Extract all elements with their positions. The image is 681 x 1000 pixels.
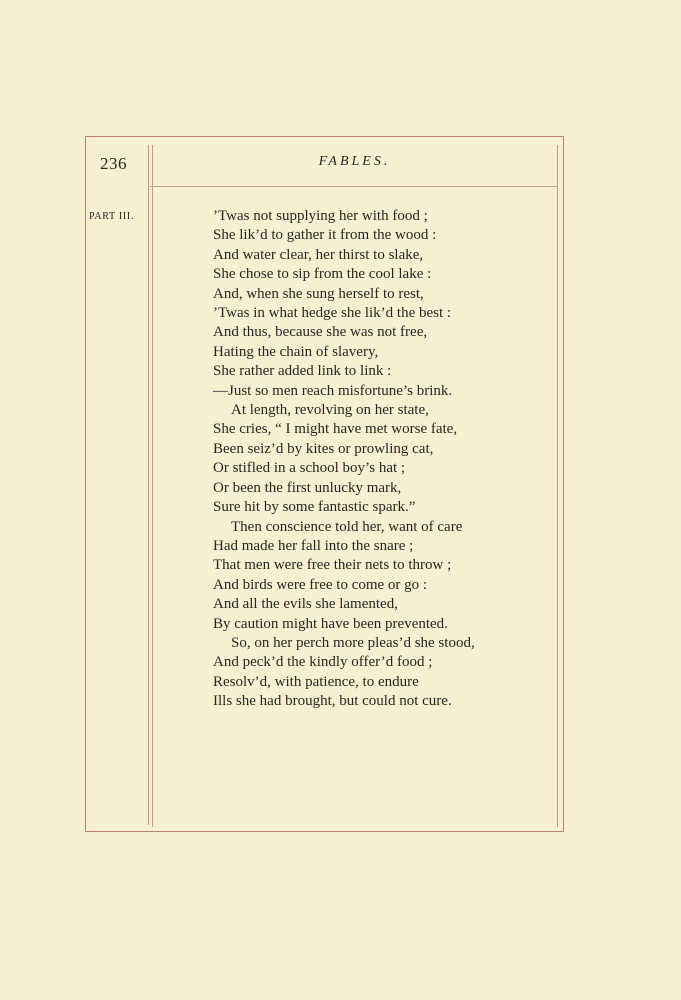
right-rule bbox=[557, 145, 558, 827]
poem-line: She chose to sip from the cool lake : bbox=[213, 266, 432, 283]
poem-line: Then conscience told her, want of care bbox=[231, 518, 463, 535]
poem-line: Sure hit by some fantastic spark.” bbox=[213, 499, 416, 516]
poem-line: And water clear, her thirst to slake, bbox=[213, 246, 424, 263]
poem-line: And all the evils she lamented, bbox=[213, 596, 398, 613]
poem-line: Ills she had brought, but could not cure. bbox=[213, 693, 452, 710]
poem-line: ’Twas not supplying her with food ; bbox=[213, 208, 428, 224]
poem-line: She rather added link to link : bbox=[213, 363, 392, 380]
running-head: FABLES. bbox=[318, 154, 391, 169]
poem-line: And birds were free to come or go : bbox=[213, 576, 428, 593]
poem-line: She lik’d to gather it from the wood : bbox=[213, 227, 437, 244]
poem-line: Or stifled in a school boy’s hat ; bbox=[213, 460, 406, 477]
margin-rule-inner bbox=[152, 145, 153, 827]
poem-line: —Just so men reach misfortune’s brink. bbox=[213, 382, 453, 399]
poem-line: And, when she sung herself to rest, bbox=[213, 285, 424, 302]
margin-rule-outer bbox=[148, 145, 149, 825]
poem-line: That men were free their nets to throw ; bbox=[213, 557, 452, 574]
poem-line: So, on her perch more pleas’d she stood, bbox=[231, 634, 475, 651]
poem-line: Been seiz’d by kites or prowling cat, bbox=[213, 440, 434, 457]
poem-line: And thus, because she was not free, bbox=[213, 324, 428, 341]
page-number: 236 bbox=[100, 154, 127, 173]
poem-line: She cries, “ I might have met worse fate, bbox=[213, 421, 458, 438]
poem-line: By caution might have been prevented. bbox=[213, 615, 448, 632]
poem-line: Resolv’d, with patience, to endure bbox=[213, 673, 419, 690]
poem-line: ’Twas in what hedge she lik’d the best : bbox=[213, 305, 452, 322]
poem-text bbox=[213, 207, 475, 712]
poem-line: Had made her fall into the snare ; bbox=[213, 537, 414, 554]
header-rule bbox=[148, 186, 558, 187]
poem-line: And peck’d the kindly offer’d food ; bbox=[213, 654, 433, 671]
poem-line: Hating the chain of slavery, bbox=[213, 343, 379, 360]
poem-line: At length, revolving on her state, bbox=[231, 402, 429, 419]
part-label: PART III. bbox=[89, 211, 135, 222]
poem-line: Or been the first unlucky mark, bbox=[213, 479, 402, 496]
